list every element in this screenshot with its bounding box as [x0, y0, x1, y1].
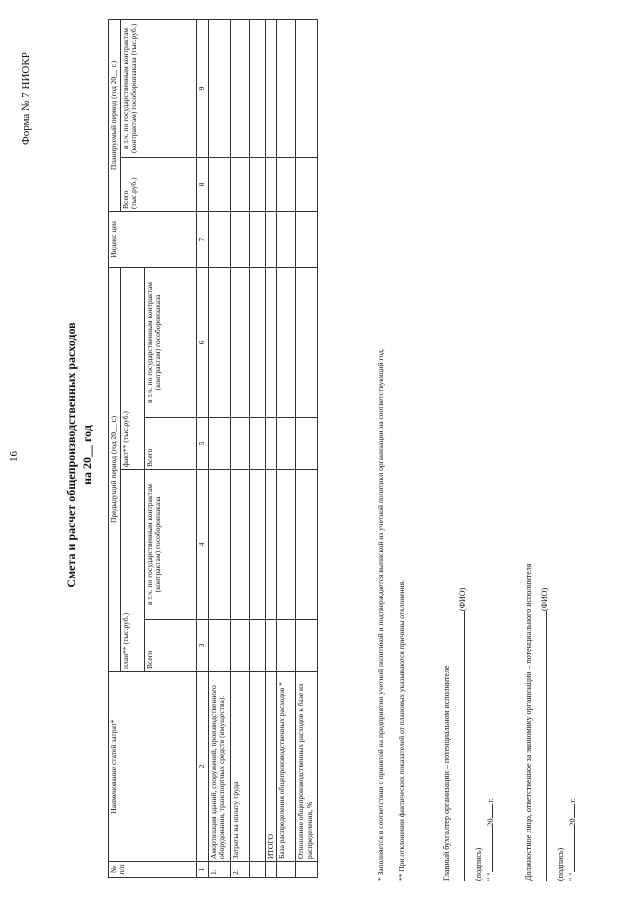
column-index: 8 [197, 157, 209, 211]
column-index: 2 [197, 672, 209, 862]
row-number [250, 862, 266, 878]
row-cost-item: Отношение общепроизводственных расходов к базе их распределения, % [296, 672, 318, 862]
signature-line [474, 848, 483, 881]
header-plan-incl: в т.ч. по государственным контрактам (контрактам) гособоронзаказа [145, 470, 197, 620]
header-price-index: Индекс цен [109, 211, 197, 267]
signature-label: (подпись) [474, 847, 483, 881]
row-cost-item: Затраты на оплату труда [231, 672, 250, 862]
signature-line [556, 848, 565, 881]
header-planned-period: Планируемый период (год 20__ г.) [109, 19, 121, 211]
row-number: 1. [209, 862, 231, 878]
header-fact-incl: в т.ч. по государственным контрактам (контрактам) гособоронзаказа [145, 267, 197, 417]
signature-name-line [540, 588, 549, 881]
row-number [277, 862, 296, 878]
header-total-planned: Всего (тыс.руб.) [121, 157, 197, 211]
page-number: 16 [8, 451, 20, 462]
column-index: 1 [197, 862, 209, 878]
signature-date: " "20 г. [568, 798, 577, 881]
column-index: 5 [197, 418, 209, 470]
fio-label: (ФИО) [458, 587, 467, 611]
cost-estimate-table [108, 19, 318, 878]
column-index: 4 [197, 470, 209, 620]
header-cost-item-name: Наименование статей затрат* [109, 672, 197, 862]
document-title: Смета и расчет общепроизводственных расходов [64, 322, 78, 588]
signature-label: (подпись) [556, 847, 565, 881]
header-fact: факт** (тыс.руб.) [121, 267, 145, 469]
fio-label: (ФИО) [540, 587, 549, 611]
column-index: 9 [197, 19, 209, 157]
header-plan: план** (тыс.руб.) [121, 470, 145, 672]
column-index: 7 [197, 211, 209, 267]
header-incl-planned: в т.ч. по государственным контрактам (контрактам) гособоронзаказа (тыс.руб.) [121, 19, 197, 157]
header-number: № п/п [109, 862, 197, 878]
row-cost-item: Амортизация зданий, сооружений, производственного оборудования, транспортных средств (имущества). [209, 672, 231, 862]
row-number [266, 862, 277, 878]
signature-name-line [458, 588, 467, 881]
row-number: 2. [231, 862, 250, 878]
row-cost-item [250, 672, 266, 862]
footnote-1: * Заполняется в соответствии с принятой на предприятии учетной политикой и подтверждается выпиской из учетной политики организации на соответствующий год. [376, 348, 385, 881]
table-row [277, 19, 296, 877]
row-number [296, 862, 318, 878]
table-row [296, 19, 318, 877]
document-subtitle: на 20__ год [80, 425, 94, 485]
table-row [209, 19, 231, 877]
signature-title-economist: Должностное лицо, ответственное за экономику организации – потенциального исполнителя [524, 563, 533, 881]
table-row-total [266, 19, 277, 877]
row-cost-item: ИТОГО [266, 672, 277, 862]
form-number: Форма № 7 НИОКР [20, 52, 32, 145]
header-previous-period: Предыдущий период (год 20__ г.) [109, 267, 121, 671]
signature-date: " "20 г. [486, 798, 495, 881]
table-row [231, 19, 250, 877]
column-index: 3 [197, 620, 209, 672]
row-cost-item: База распределения общепроизводственных расходов * [277, 672, 296, 862]
signature-title-accountant: Главный бухгалтер организации – потенциальном исполнителе [442, 665, 451, 881]
table-row [250, 19, 266, 877]
header-plan-total: Всего [145, 620, 197, 672]
column-index-row [197, 19, 209, 877]
header-fact-total: Всего [145, 418, 197, 470]
footnote-2: ** При отклонении фактических показателей от плановых указываются причины отклонения. [397, 580, 406, 881]
column-index: 6 [197, 267, 209, 417]
